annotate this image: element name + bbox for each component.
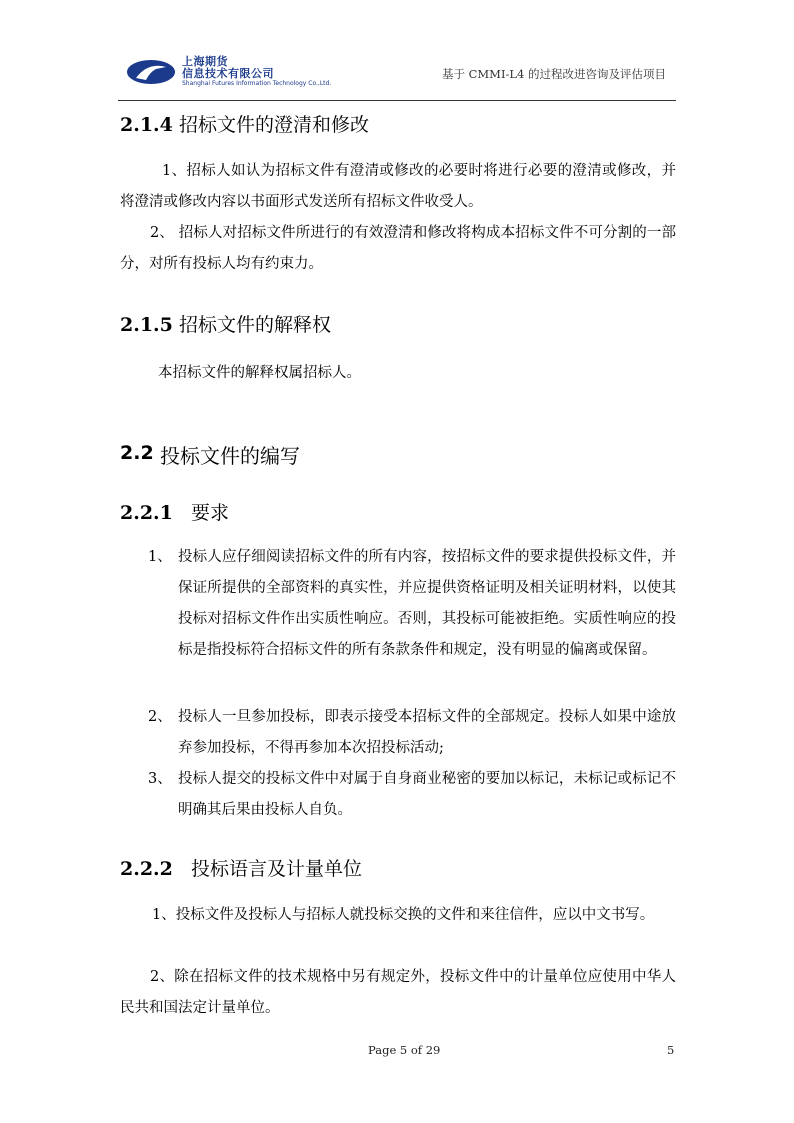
document-title: 基于 CMMI-L4 的过程改进咨询及评估项目 — [441, 67, 666, 81]
heading-number: 2.1.5 — [120, 314, 173, 336]
heading-title: 投标文件的编写 — [160, 444, 301, 468]
heading-number: 2.2.2 — [120, 858, 173, 880]
list-item — [148, 702, 676, 764]
heading-2-1-4 — [120, 110, 369, 137]
heading-title: 要求 — [191, 502, 230, 524]
company-name-en: Shanghai Futures Information Technology Co.,Ltd. — [182, 80, 332, 87]
paragraph: 2、 招标人对招标文件所进行的有效澄清和修改将构成本招标文件不可分割的一部分，对所有投标人均有约束力。 — [120, 225, 676, 272]
heading-number: 2.2 — [120, 442, 154, 464]
heading-2-2 — [120, 440, 300, 469]
heading-title: 招标文件的解释权 — [178, 314, 331, 336]
list-item-text: 投标人应仔细阅读招标文件的所有内容，按招标文件的要求提供投标文件，并保证所提供的全部资料的真实性，并应提供资格证明及相关证明材料，以使其投标对招标文件作出实质性响应。否则，其投标可能被拒绝。实质性响应的投标是指投标符合招标文件的所有条款条件和规定，没有明显的偏离或保留。 — [178, 549, 676, 658]
heading-title: 投标语言及计量单位 — [191, 858, 363, 880]
list-item-text: 投标人提交的投标文件中对属于自身商业秘密的要加以标记，未标记或标记不明确其后果由投标人自负。 — [178, 771, 676, 818]
list-marker: 1、 — [148, 549, 172, 565]
heading-2-1-5 — [120, 310, 331, 337]
list-item — [148, 542, 676, 666]
company-logo-icon — [126, 58, 176, 86]
list-item-text: 投标人一旦参加投标，即表示接受本招标文件的全部规定。投标人如果中途放弃参加投标，不得再参加本次招投标活动; — [178, 709, 676, 756]
heading-2-2-2 — [120, 854, 362, 881]
paragraph: 1、投标文件及投标人与招标人就投标交换的文件和来往信件，应以中文书写。 — [152, 907, 655, 923]
company-name-cn: 上海期货 信息技术有限公司 — [182, 55, 274, 80]
paragraph: 本招标文件的解释权属招标人。 — [158, 365, 361, 381]
heading-2-2-1 — [120, 498, 229, 525]
heading-number: 2.2.1 — [120, 502, 173, 524]
paragraph: 2、除在招标文件的技术规格中另有规定外，投标文件中的计量单位应使用中华人民共和国法定计量单位。 — [120, 969, 676, 1016]
paragraph: 1、招标人如认为招标文件有澄清或修改的必要时将进行必要的澄清或修改，并将澄清或修改内容以书面形式发送所有招标文件收受人。 — [120, 163, 676, 210]
list-marker: 2、 — [148, 709, 172, 725]
company-logo — [126, 54, 416, 94]
page-header — [118, 48, 676, 101]
heading-number: 2.1.4 — [120, 114, 173, 136]
list-marker: 3、 — [148, 771, 172, 787]
page-label: Page 5 of 29 — [368, 1043, 441, 1057]
heading-title: 招标文件的澄清和修改 — [178, 114, 369, 136]
list-item — [148, 764, 676, 826]
page-number: 5 — [667, 1043, 675, 1057]
